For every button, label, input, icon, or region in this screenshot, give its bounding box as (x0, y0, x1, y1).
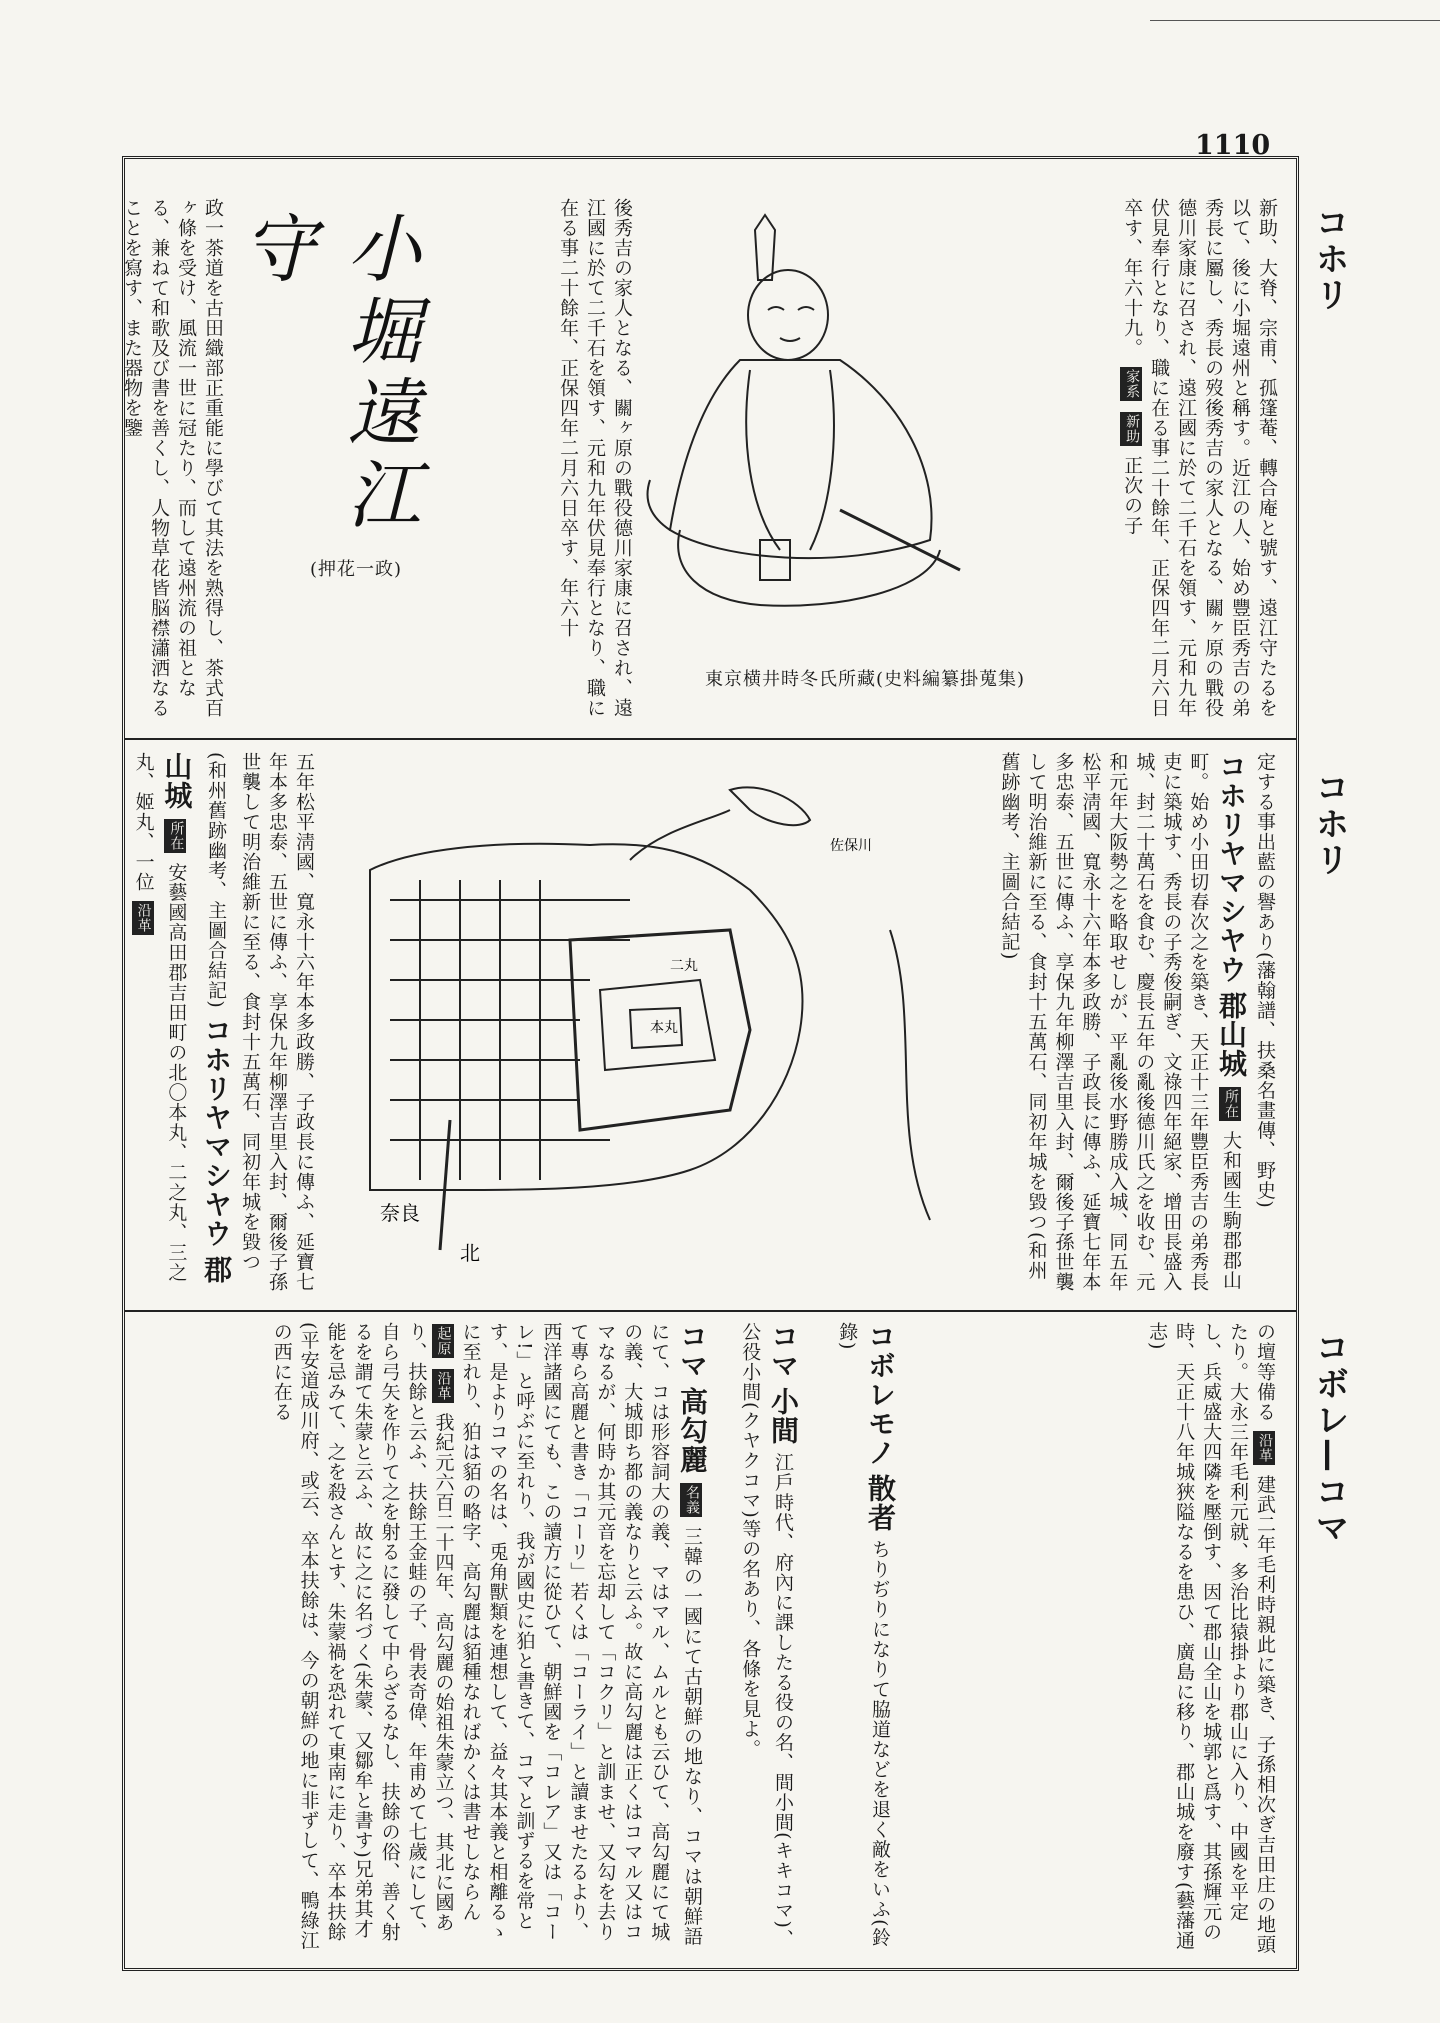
margin-head-bottom: コボレ—コマ (1309, 1330, 1349, 1546)
history-tag-3: 沿革 (1253, 1431, 1275, 1465)
koriyama-castle-2: 郡山城 (160, 752, 234, 1284)
portrait-illustration (640, 210, 970, 640)
given-name-tag: 新助 (1120, 412, 1142, 446)
section2-cont-text: 定する事出藍の譽あり(藩翰譜、扶桑名畫傳、野史) (1254, 752, 1276, 1209)
map-label-ninomaru: 二丸 (670, 958, 698, 974)
section1-text-left: 政一茶道を古田織部正重能に學びて其法を熟得し、茶式百ヶ條を受け、風流一世に冠たり、而して遠州流の祖となる、兼ねて和歌及び書を善くし、人物草花皆脳襟瀟洒なることを寫す、また器物を鑒 (121, 198, 224, 718)
section1-main-text-body: 新助、大脊、宗甫、孤篷菴、轉合庵と號す、遠江守たるを以て、後に小堀遠州と稱す。近江の人、始め豐臣秀吉の弟秀長に屬し、秀長の歿後秀吉の家人となる、關ヶ原の戰役德川家康に召され、遠江國に於て二千石を領す、元和九年伏見奉行となり、職に在る事二十餘年、正保四年二月六日卒す、年六十九。 (1121, 198, 1278, 718)
koriyama-heading: コホリヤマシヤウ (1215, 752, 1249, 984)
margin-head-middle: コホリ (1309, 770, 1349, 878)
castle-map (330, 770, 970, 1270)
section1-main-text (1115, 198, 1280, 718)
location-tag-2: 所在 (164, 819, 186, 853)
face (748, 270, 828, 360)
section-divider-2 (125, 1310, 1296, 1312)
eboshi-hat (755, 215, 775, 280)
koriyama-castle: 郡山城 (1215, 991, 1249, 1079)
history-tag: 沿革 (132, 901, 154, 935)
koma2-heading: コマ (676, 1322, 709, 1380)
koriyama-body: 大和國生駒郡郡山町。始め小田切春次之を築き、天正十三年豐臣秀吉の弟秀長吏に築城す、秀長の子秀俊嗣ぎ、文祿四年絕家、增田長盛入城、封二十萬石を食む、慶長五年の亂後德川氏之を收む、元和元年大阪勢之を略取せしが、平亂後水野勝成入城、同五年松平淸國、寬永十六年本多政勝、子政長に傳ふ、延寶七年本多忠泰、五世に傳ふ、享保九年柳澤吉里入封、爾後子孫世襲して明治維新に至る、食封十五萬石、同初年城を毀つ(和州舊跡幽考、主圖合結記) (998, 752, 1243, 1292)
town-outline (370, 844, 803, 1190)
location-tag: 所在 (1219, 1087, 1241, 1121)
page-number: 1110 (1195, 130, 1271, 161)
river-line (890, 930, 930, 1220)
history-tag-koma: 沿革 (432, 1369, 454, 1403)
sword (840, 510, 960, 570)
koma2-body: 三韓の一國にて古朝鮮の地なり、コマは朝鮮語にて、コは形容詞大の義、マはマル、ムルとも云ひて、高勾麗にて城の義、大城即ち都の義なりと云ふ。故に高勾麗は正くはコマル又はコマなるが、何時か其元音を忘却して「コクリ」と訓ませ、又勾を去りて專ら高麗と書き「コーリ」若くは「コーライ」と讀ませたるより、西洋諸國にても、この讀方に從ひて、朝鮮國を「コレア」又は「コーレ!」と呼ぶに至れり、我が國史に狛と書きて、コマと訓ずるを常とす、是よりコマの名は、兎角獸類を連想して、益々其本義と相離るゝに至れり、狛は貊の略字、高勾麗は貊種なればかくは書せしならん (459, 1322, 703, 1947)
koboremono-heading: コボレモノ (864, 1322, 897, 1467)
koboremono-body: ちりぢりになりて脇道などを退く敵をいふ(鈴錄) (836, 1322, 891, 1948)
section3-right-text (1048, 1322, 1278, 1957)
koma1-body: 江戶時代、府內に課したる役の名、間小間(キキコマ)、公役小間(クヤクコマ)等の名あり、各條を見よ。 (739, 1322, 794, 1949)
portrait-caption: 東京横井時冬氏所藏(史料編纂掛蒐集) (705, 669, 1026, 690)
section3-cont-body: 建武二年毛利時親此に築き、子孫相次ぎ吉田庄の地頭たり。大永三年毛利元就、多治比猿掛より郡山に入り、中國を平定し、兵威盛大四隣を壓倒す、因て郡山全山を城郭と爲す、其孫輝元の時、天正十八年城狹隘なるを患ひ、廣島に移り、郡山城を廢す(藝藩通志) (1146, 1322, 1276, 1955)
margin-head-top: コホリ (1309, 205, 1349, 313)
koma2-body2: 我紀元六百二十四年、高勾麗の始祖朱蒙立つ、其北に國あり、扶餘と云ふ、扶餘王金蛙の子、骨表奇偉、年甫めて七歲にして、自ら弓矢を作りて之を射るに發して中らざるなし、扶餘の俗、善く射るを謂て朱蒙と云ふ、故に之に名づく(朱蒙、又鄒牟と書す)兄弟其才能を忌みて、之を殺さんとす、朱蒙禍を恐れて東南に走り、卒本扶餘(平安道成川府、或云、卒本扶餘は、今の朝鮮の地に非ずして、鴨綠江の西に在る (270, 1322, 455, 1951)
koma1-word: 小間 (767, 1387, 800, 1446)
map-label-river: 佐保川 (830, 838, 872, 854)
section-divider-1 (125, 738, 1296, 740)
koboremono-word: 散者 (864, 1474, 897, 1533)
koma1-heading: コマ (767, 1322, 800, 1380)
top-rule (1150, 20, 1440, 21)
cloud-shape (730, 787, 810, 825)
fan-stand (760, 540, 790, 580)
koriyama-body-2: 安藝國高田郡吉田町の北〇本丸、二之丸、三之丸、姬丸、一位 (132, 752, 188, 1283)
section1-text-left-of-portrait: 後秀吉の家人となる、關ヶ原の戰役德川家康に召され、遠江國に於て二千石を領す、元和九年伏見奉行となり、職に在る事二十餘年、正保四年二月六日卒す、年六十 (557, 198, 633, 718)
genealogy-text: 正次の子 (1121, 455, 1144, 536)
map-label-nara: 奈良 (380, 1201, 420, 1225)
section3-cont-text: の壇等備る (1254, 1322, 1276, 1422)
koboremono-entry (805, 1322, 900, 1957)
signature-brush: 小堀遠江守 (229, 210, 421, 538)
koma2-word: 高勾麗 (676, 1387, 709, 1475)
meaning-tag: 名義 (680, 1483, 702, 1517)
robe (670, 360, 932, 558)
map-label-honmaru: 本丸 (650, 1020, 678, 1036)
section2-left-text: 五年松平淸國、寬永十六年本多政勝、子政長に傳ふ、延寶七年本多忠泰、五世に傳ふ、享保九年柳澤吉里入封、爾後子孫世襲して明治維新に至る、食封十五萬石、同初年城を毀つ(和州舊跡幽考、主圖合結記) コホリヤマシヤウ 郡山城 所在 安藝國高田郡吉田町の北〇本丸、二之丸、三之丸、姬丸、一位 沿革 (132, 752, 315, 1292)
map-label-north: 北 (460, 1241, 480, 1265)
koma-goguryeo-entry (132, 1322, 712, 1957)
genealogy-tag: 家系 (1120, 367, 1142, 401)
signature-caption: (押花一政) (310, 559, 403, 580)
koma-small-entry (715, 1322, 803, 1957)
koriyama-heading-2: コホリヤマシヤウ (200, 1015, 234, 1248)
origin-tag: 起原 (432, 1324, 454, 1358)
